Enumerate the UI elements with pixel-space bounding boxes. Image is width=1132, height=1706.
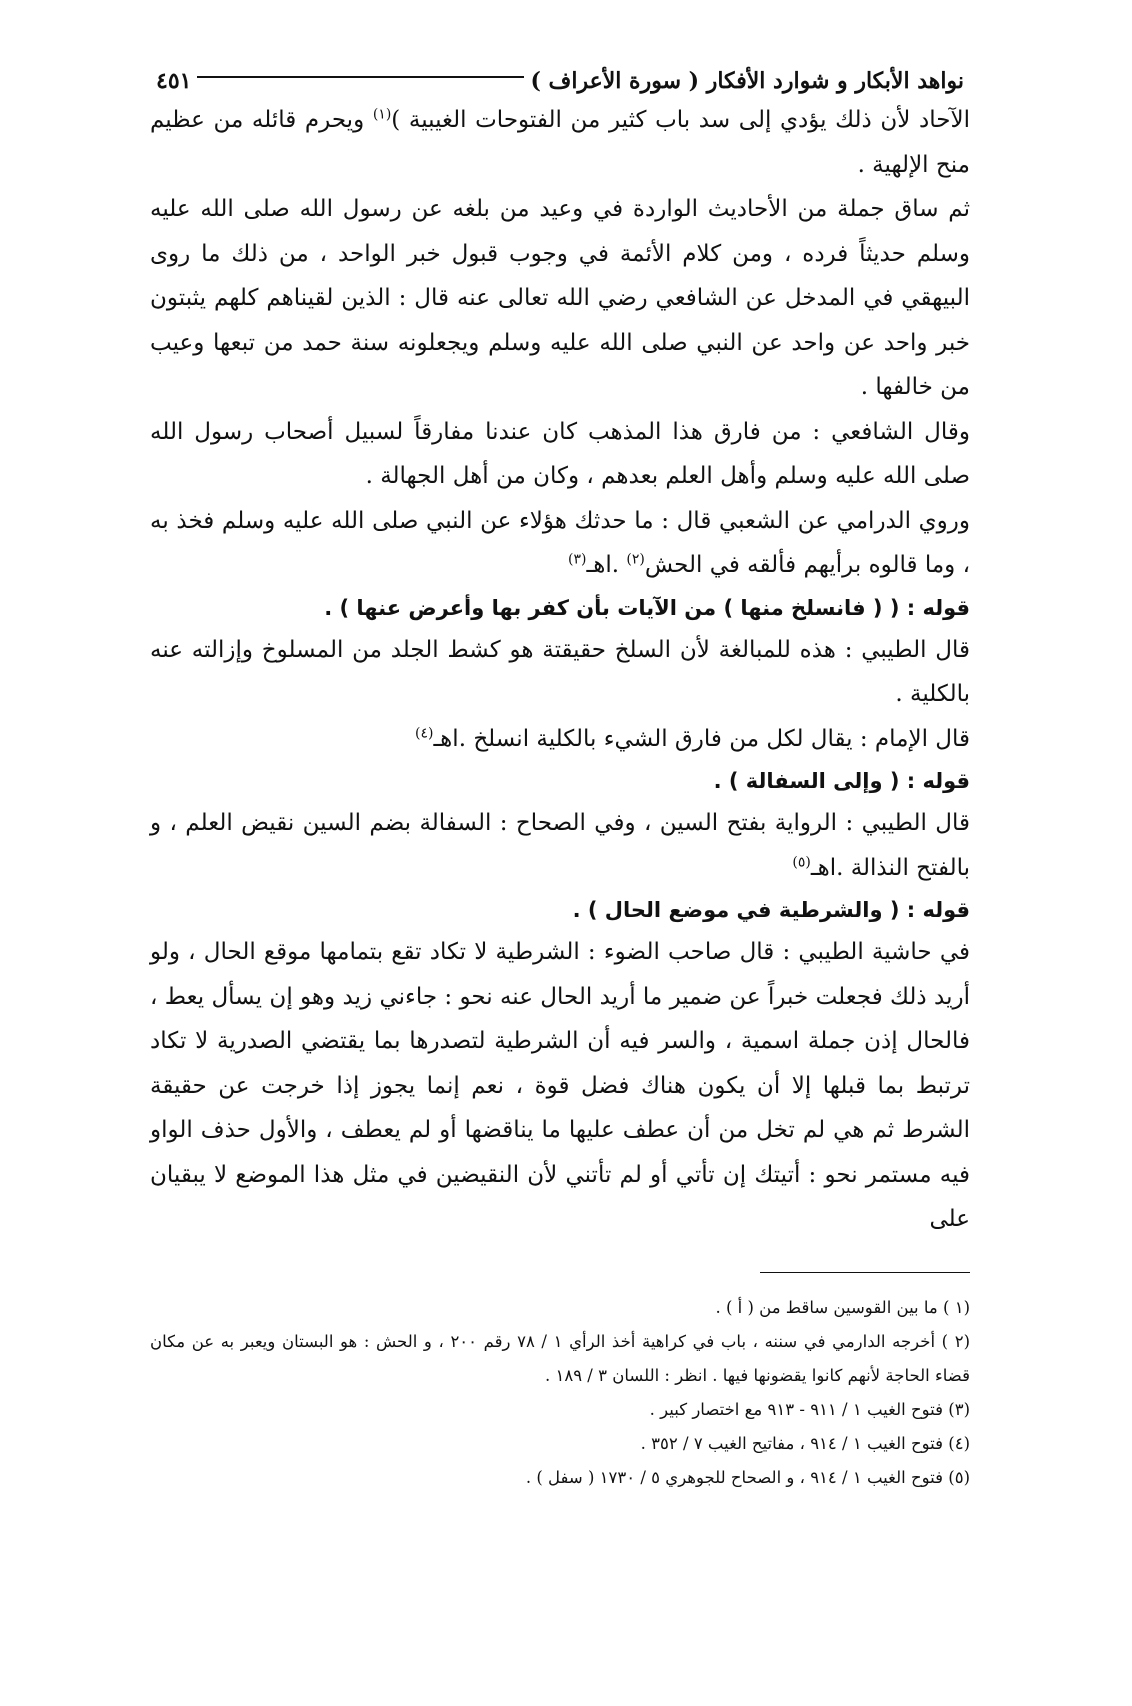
paragraph-2: ثم ساق جملة من الأحاديث الواردة في وعيد من بلغه عن رسول الله صلى الله عليه وسلم حديثاً فرده ، ومن كلام الأئمة في وجوب قبول خبر الواحد ، من ذلك ما روى البيهقي في المدخل عن الشافعي رضي الله تعالى عنه قال : الذين لقيناهم كلهم يثبتون خبر واحد عن واحد عن النبي صلى الله عليه وسلم ويجعلونه سنة حمد من تبعها وعيب من خالفها . <box>150 196 970 400</box>
running-header <box>150 54 970 94</box>
heading-3: قوله : ( والشرطية في موضع الحال ) . <box>572 898 970 922</box>
heading-2: قوله : ( وإلى السفالة ) . <box>713 769 970 793</box>
footnote-ref-2: (٢) <box>626 551 645 568</box>
paragraph-6-text: قال الإمام : يقال لكل من فارق الشيء بالكلية انسلخ .اهـ <box>433 725 970 752</box>
paragraph-4-tail: .اهـ <box>586 552 627 578</box>
paragraph-8: في حاشية الطيبي : قال صاحب الضوء : الشرطية لا تكاد تقع بتمامها موقع الحال ، ولو أريد ذلك فجعلت خبراً عن ضمير ما أريد الحال عنه نحو : جاءني زيد وهو إن يسأل يعط ، فالحال إذن جملة اسمية ، والسر فيه أن الشرطية لتصدرها بما يقتضي الصدرية لا تكاد ترتبط بما قبلها إلا أن يكون هناك فضل قوة ، نعم إنما يجوز إذا خرجت عن حقيقة الشرط ثم هي لم تخل من أن عطف عليها ما يناقضها أو لم يعطف ، والأول حذف الواو فيه مستمر نحو : أتيتك إن تأتي أو لم تأتني لأن النقيضين في مثل هذا الموضع لا يبقيان على <box>150 939 970 1232</box>
paragraph-5: قال الطيبي : هذه للمبالغة لأن السلخ حقيقتة هو كشط الجلد من المسلوخ وإزالته عنه بالكلية . <box>150 636 970 707</box>
footnote-5: (٥) فتوح الغيب ١ / ٩١٤ ، و الصحاح للجوهري ٥ / ١٧٣٠ ( سفل ) . <box>525 1468 970 1487</box>
footnote-ref-4: (٤) <box>414 724 434 741</box>
footnote-ref-1: (١) <box>372 106 392 123</box>
paragraph-1-text: الآحاد لأن ذلك يؤدي إلى سد باب كثير من الفتوحات الغيبية ) <box>391 107 970 133</box>
paragraph-3: وقال الشافعي : من فارق هذا المذهب كان عندنا مفارقاً لسبيل أصحاب رسول الله صلى الله عليه وسلم وأهل العلم بعدهم ، وكان من أهل الجهالة . <box>150 418 970 489</box>
document-page <box>150 54 970 1487</box>
paragraph-4-text: وروي الدرامي عن الشعبي قال : ما حدثك هؤلاء عن النبي صلى الله عليه وسلم فخذ به ، وما قالوه برأيهم فألقه في الحش <box>150 507 970 578</box>
heading-1: قوله : ( ( فانسلخ منها ) من الآيات بأن كفر بها وأعرض عنها ) . <box>324 595 970 620</box>
header-title: نواهد الأبكار و شوارد الأفكار ( سورة الأعراف ) <box>524 68 970 94</box>
paragraph-1-tail: ويحرم قائله من عظيم منح الإلهية . <box>150 107 970 178</box>
paragraph-7 <box>150 801 970 890</box>
footnote-2: (٢ ) أخرجه الدارمي في سننه ، باب في كراهية أخذ الرأي ١ / ٧٨ رقم ٢٠٠ ، و الحش : هو البستان ويعبر به عن مكان قضاء الحاجة لأنهم كانوا يقضونها فيها . انظر : اللسان ٣ / ١٨٩ . <box>150 1332 970 1385</box>
footnote-ref-5: (٥) <box>792 853 811 870</box>
footnote-1: (١ ) ما بين القوسين ساقط من ( أ ) . <box>715 1298 970 1317</box>
footnote-4: (٤) فتوح الغيب ١ / ٩١٤ ، مفاتيح الغيب ٧ / ٣٥٢ . <box>640 1434 970 1453</box>
paragraph-4 <box>150 499 970 588</box>
page-number: ٤٥١ <box>150 68 197 94</box>
paragraph-6 <box>150 717 970 762</box>
paragraph-1 <box>150 98 970 187</box>
main-text <box>150 98 970 1242</box>
footnote-3: (٣) فتوح الغيب ١ / ٩١١ - ٩١٣ مع اختصار كبير . <box>649 1400 970 1419</box>
footnotes-section <box>150 1272 970 1495</box>
footnote-ref-3: (٣) <box>568 551 587 568</box>
footnote-rule <box>760 1272 970 1273</box>
paragraph-7-text: قال الطيبي : الرواية بفتح السين ، وفي الصحاح : السفالة بضم السين نقيض العلم ، و بالفتح النذالة .اهـ <box>150 810 970 881</box>
